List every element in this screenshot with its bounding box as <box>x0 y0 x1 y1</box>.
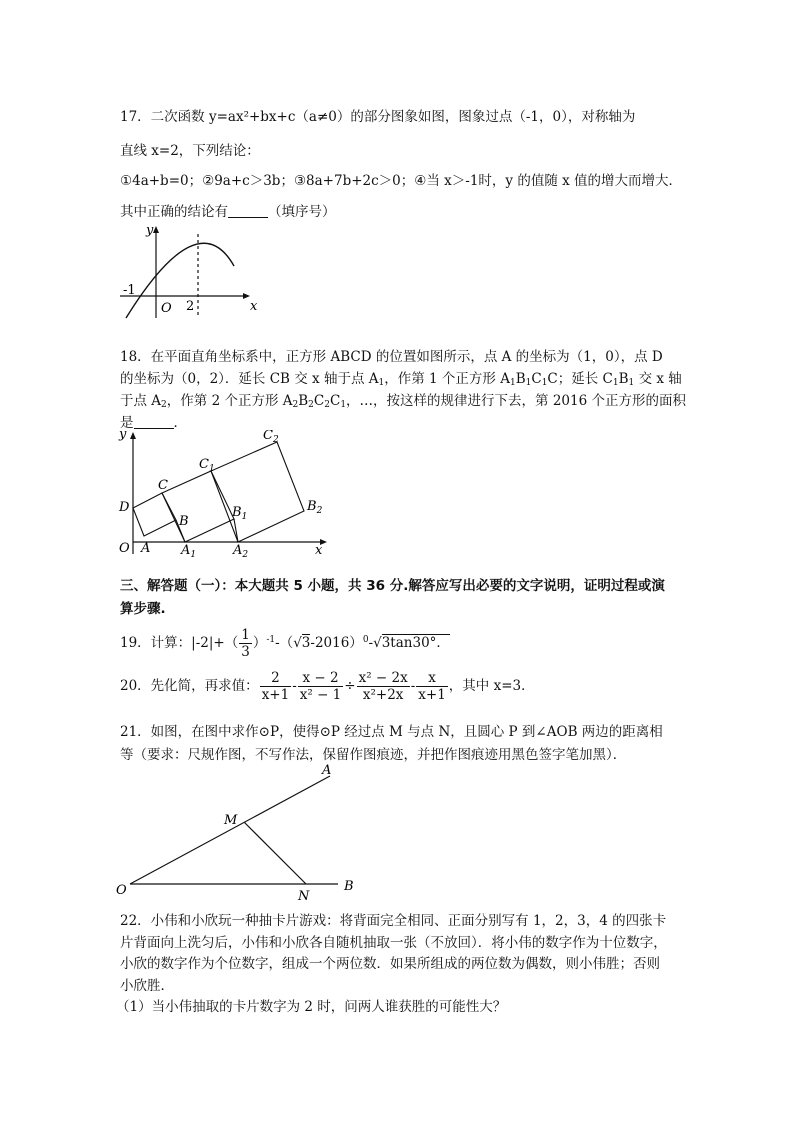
q18-x-label: x <box>315 543 323 558</box>
q22-line3: 小欣的数字作为个位数字，组成一个两位数．如果所组成的两位数为偶数，则小伟胜；否则 <box>120 956 660 972</box>
q18-line3-b: ，作第 2 个正方形 A <box>166 393 293 409</box>
q21-ray-OA <box>130 776 330 884</box>
q20-frac4-num: x <box>416 670 448 687</box>
q21-angle-figure <box>112 762 372 902</box>
q19-exp0: 0 <box>362 635 369 645</box>
q18-C2-label: $C_2$ <box>263 430 279 445</box>
q20-frac3-den: x²+2x <box>362 687 404 703</box>
q18-y-arrow <box>130 432 136 439</box>
q20-frac4 <box>416 670 448 703</box>
q17-line4 <box>120 203 336 221</box>
q21-B-label: B <box>344 879 354 894</box>
q19-frac-num: 1 <box>241 627 250 643</box>
q18-line1: 18．在平面直角坐标系中，正方形 ABCD 的位置如图所示，点 A 的坐标为（1，0），点 D <box>120 349 663 365</box>
q19-mid: ） <box>252 635 267 651</box>
q18-line4-b: ． <box>173 415 187 431</box>
q17-parabola-figure <box>118 222 268 322</box>
q21-O-label: O <box>116 883 127 898</box>
q18-line2-a: 的坐标为（0，2）．延长 CB 交 x 轴于点 A <box>120 371 379 387</box>
q19-mid2: -（ <box>275 635 294 651</box>
q19-tan: 3tan30°． <box>381 635 450 651</box>
q22-line4: 小欣胜． <box>120 978 174 994</box>
q20-frac3-num: x² − 2x <box>358 670 408 686</box>
q20-op2: ÷ <box>344 678 356 694</box>
q18-line2: 的坐标为（0，2）．延长 CB 交 x 轴于点 $A_1$，作第 1 个正方形 $A_1B_1C_1C$；延长 $C_1B_1$ 交 x 轴 <box>120 371 682 388</box>
q20-frac2-num: x − 2 <box>298 670 344 687</box>
q18-C1-label: $C_1$ <box>199 457 215 474</box>
q21-N-label: N <box>298 889 310 902</box>
q22-line1: 22．小伟和小欣玩一种抽卡片游戏：将背面完全相同、正面分别写有 1，2，3，4 的四张卡 <box>120 913 667 929</box>
q17-line1: 17．二次函数 y=ax²+bx+c（a≠0）的部分图象如图，图象过点（-1，0），对称轴为 <box>120 109 636 125</box>
q20-pre: 20．先化简，再求值： <box>120 678 259 694</box>
q20-frac3 <box>357 670 410 703</box>
section3-heading-line2: 算步骤. <box>120 601 166 617</box>
q17-x-arrow <box>243 293 250 299</box>
q18-B-label: B <box>179 514 189 529</box>
q20-line <box>120 666 535 706</box>
q19-pre: 19．计算：|-2|+（ <box>120 635 239 651</box>
q17-line3: ①4a+b=0；②9a+c＞3b；③8a+7b+2c＞0；④当 x＞-1时，y 的值随 x 值的增大而增大． <box>120 173 683 189</box>
q21-line1: 21．如图，在图中求作⊙P，使得⊙P 经过点 M 与点 N，且圆心 P 到∠AOB 两边的距离相 <box>120 724 663 740</box>
q18-line3-a: 于点 A <box>120 393 162 409</box>
q18-A1-label: $A_1$ <box>181 543 197 558</box>
q17-answer-blank <box>228 205 268 218</box>
q18-B1-label: $B_1$ <box>232 505 248 522</box>
q21-M-label: M <box>224 813 238 828</box>
q19-mid4: - <box>368 635 374 651</box>
q19-frac-den: 3 <box>241 644 250 660</box>
q18-line2-c: ；延长 C <box>557 371 613 387</box>
q19-sqrt3: 3 <box>301 635 311 651</box>
q18-A2-label: $A_2$ <box>233 543 249 558</box>
q17-hint: （填序号） <box>268 204 336 220</box>
q18-C-label: C <box>158 478 168 493</box>
q19-mid3: -2016） <box>310 635 363 651</box>
q18-extension-c1b1 <box>234 519 238 542</box>
q22-line2: 片背面向上洗匀后，小伟和小欣各自随机抽取一张（不放回）．将小伟的数字作为十位数字， <box>120 935 667 951</box>
q21-segment-MN <box>244 822 306 884</box>
q18-answer-blank <box>134 416 174 429</box>
q18-D-label: D <box>119 500 130 515</box>
q20-frac1-den: x+1 <box>261 687 290 703</box>
q19-fraction <box>239 627 252 660</box>
q17-origin-label: O <box>161 301 172 316</box>
q20-op1: - <box>292 678 297 694</box>
q18-square-2 <box>211 442 304 542</box>
q18-A-label: A <box>141 541 151 556</box>
q18-line4-a: 是 <box>120 415 134 431</box>
q17-two-label: 2 <box>186 299 195 314</box>
q17-parabola <box>126 243 234 318</box>
q20-frac2 <box>298 670 344 703</box>
q20-frac4-den: x+1 <box>418 687 446 703</box>
q21-line2: 等（要求：尺规作图，不写作法，保留作图痕迹，并把作图痕迹用黑色签字笔加黑）． <box>120 747 627 763</box>
q17-y-arrow <box>153 226 159 233</box>
q17-y-label: y <box>146 223 154 238</box>
q18-B2-label: $B_2$ <box>307 499 323 516</box>
q21-A-label: A <box>322 763 332 778</box>
q18-square-ABCD <box>133 493 176 536</box>
q18-squares-figure <box>115 430 335 558</box>
q17-line2: 直线 x=2，下列结论： <box>120 143 260 159</box>
q18-square-1 <box>162 471 234 542</box>
q20-frac1-num: 2 <box>260 670 292 687</box>
q18-line2-b: ，作第 1 个正方形 A <box>384 371 510 387</box>
q18-O-label: O <box>119 541 130 556</box>
q20-post: ，其中 x=3． <box>448 678 535 694</box>
q19-line: 19．计算：|-2|+（ $\frac{1}{3}$ ）$^{-1}-(√3-2016)^0-√3\tan 30^\circ$． <box>120 627 450 660</box>
q20-frac1 <box>260 670 292 703</box>
q18-y-label: y <box>119 430 127 442</box>
q20-op3: - <box>410 678 416 694</box>
q19-exp1: -1 <box>266 635 276 645</box>
q18-line2-d: 交 x 轴 <box>638 371 682 387</box>
section3-heading-line1: 三、解答题（一）：本大题共 5 小题，共 36 分.解答应写出必要的文字说明，证明过程或演 <box>120 578 665 594</box>
q17-prompt: 其中正确的结论有 <box>120 204 228 220</box>
q20-frac2-den: x² − 1 <box>299 687 342 703</box>
q18-line3-c: ，…，按这样的规律进行下去，第 2016 个正方形的面积 <box>346 393 686 409</box>
q22-line5: （1）当小伟抽取的卡片数字为 2 时，问两人谁获胜的可能性大？ <box>116 999 507 1015</box>
q17-neg-one-label: -1 <box>123 283 136 298</box>
q17-x-label: x <box>250 299 258 314</box>
q18-line3: 于点 $A_2$，作第 2 个正方形 $A_2B_2C_2C_1$，…，按这样的规律进行下去，第 2016 个正方形的面积 <box>120 393 686 410</box>
